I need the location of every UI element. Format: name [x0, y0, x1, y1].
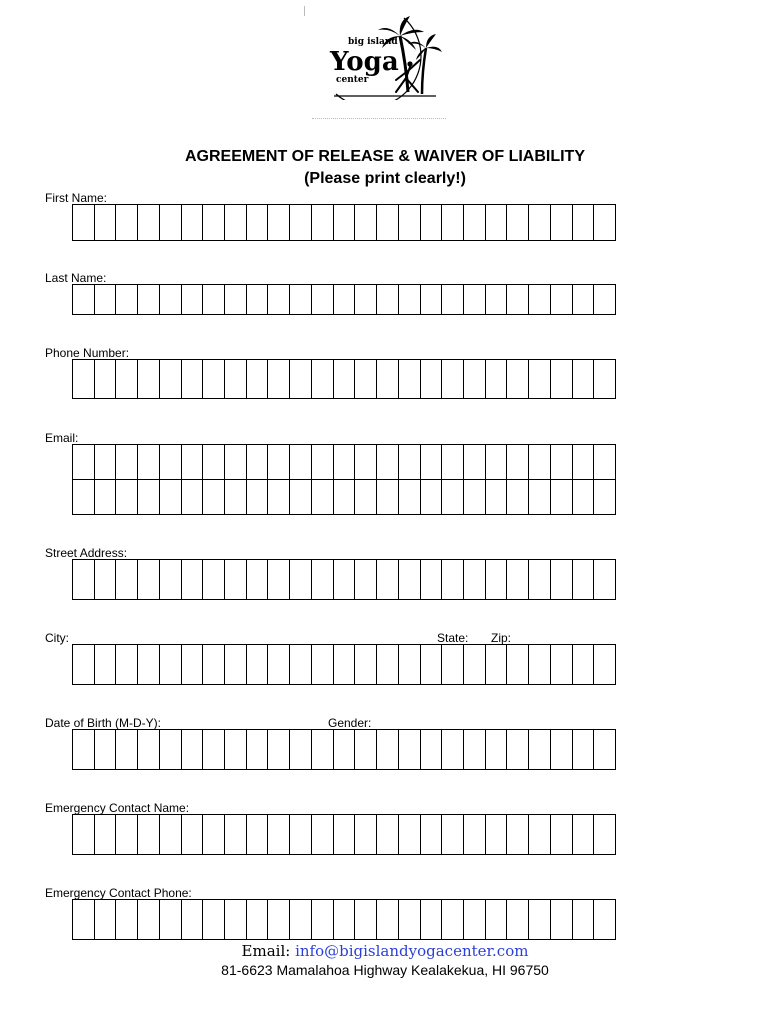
character-box[interactable] — [312, 360, 334, 399]
character-box[interactable] — [95, 560, 117, 600]
character-box[interactable] — [73, 360, 95, 399]
character-box[interactable] — [312, 445, 334, 480]
footer-email-label: Email: — [241, 942, 291, 960]
character-box[interactable] — [225, 205, 247, 241]
character-box[interactable] — [182, 205, 204, 241]
character-box[interactable] — [442, 360, 464, 399]
character-box[interactable] — [203, 900, 225, 940]
character-box[interactable] — [247, 360, 269, 399]
character-box[interactable] — [160, 360, 182, 399]
character-box[interactable] — [225, 480, 247, 515]
character-box[interactable] — [355, 285, 377, 315]
character-box[interactable] — [551, 445, 573, 480]
character-box[interactable] — [95, 645, 117, 685]
scan-mark — [304, 6, 305, 16]
character-box[interactable] — [182, 445, 204, 480]
character-box[interactable] — [377, 285, 399, 315]
character-box[interactable] — [268, 285, 290, 315]
emergency-contact-name-label: Emergency Contact Name: — [45, 801, 190, 815]
character-box[interactable] — [268, 205, 290, 241]
character-box[interactable] — [116, 285, 138, 315]
character-box[interactable] — [355, 730, 377, 770]
character-box[interactable] — [507, 480, 529, 515]
character-box[interactable] — [355, 900, 377, 940]
character-box[interactable] — [334, 445, 356, 480]
character-box[interactable] — [529, 445, 551, 480]
character-box[interactable] — [95, 285, 117, 315]
character-box[interactable] — [594, 445, 616, 480]
character-box[interactable] — [529, 560, 551, 600]
character-box[interactable] — [160, 480, 182, 515]
footer-email-line — [0, 942, 770, 960]
character-box[interactable] — [73, 730, 95, 770]
character-box[interactable] — [95, 480, 117, 515]
character-box[interactable] — [182, 480, 204, 515]
character-box[interactable] — [529, 900, 551, 940]
character-box[interactable] — [290, 205, 312, 241]
character-box[interactable] — [225, 730, 247, 770]
character-box[interactable] — [464, 730, 486, 770]
character-box[interactable] — [529, 205, 551, 241]
character-box[interactable] — [160, 645, 182, 685]
character-box[interactable] — [421, 815, 443, 855]
character-box[interactable] — [355, 560, 377, 600]
character-box[interactable] — [551, 560, 573, 600]
character-box[interactable] — [442, 730, 464, 770]
character-box[interactable] — [355, 445, 377, 480]
character-box[interactable] — [225, 445, 247, 480]
character-box[interactable] — [529, 285, 551, 315]
character-box[interactable] — [442, 900, 464, 940]
character-box[interactable] — [160, 900, 182, 940]
character-box[interactable] — [268, 480, 290, 515]
character-box[interactable] — [247, 815, 269, 855]
character-box[interactable] — [442, 815, 464, 855]
character-box[interactable] — [594, 560, 616, 600]
character-box[interactable] — [138, 560, 160, 600]
character-box[interactable] — [73, 645, 95, 685]
character-box[interactable] — [507, 285, 529, 315]
character-box[interactable] — [334, 480, 356, 515]
character-box[interactable] — [182, 560, 204, 600]
character-box[interactable] — [421, 445, 443, 480]
character-box[interactable] — [464, 285, 486, 315]
character-box[interactable] — [290, 480, 312, 515]
character-box[interactable] — [225, 900, 247, 940]
character-box[interactable] — [551, 480, 573, 515]
footer-email-link[interactable]: info@bigislandyogacenter.com — [295, 942, 529, 960]
character-box[interactable] — [312, 560, 334, 600]
character-box[interactable] — [203, 360, 225, 399]
street-address-boxes[interactable] — [72, 559, 616, 600]
character-box[interactable] — [290, 560, 312, 600]
character-box[interactable] — [138, 900, 160, 940]
logo-text-yoga: Yoga — [330, 47, 399, 77]
character-box[interactable] — [225, 645, 247, 685]
character-box[interactable] — [464, 480, 486, 515]
footer-address: 81-6623 Mamalahoa Highway Kealakekua, HI 96750 — [221, 962, 549, 978]
character-box[interactable] — [529, 480, 551, 515]
character-box[interactable] — [138, 730, 160, 770]
character-box[interactable] — [486, 900, 508, 940]
character-box[interactable] — [551, 205, 573, 241]
character-box[interactable] — [73, 285, 95, 315]
character-box[interactable] — [421, 900, 443, 940]
character-box[interactable] — [312, 645, 334, 685]
character-box[interactable] — [486, 560, 508, 600]
character-box[interactable] — [290, 445, 312, 480]
character-box[interactable] — [399, 815, 421, 855]
character-box[interactable] — [594, 360, 616, 399]
character-box[interactable] — [73, 480, 95, 515]
character-box[interactable] — [399, 480, 421, 515]
character-box[interactable] — [442, 445, 464, 480]
character-box[interactable] — [334, 360, 356, 399]
emergency-contact-name-boxes[interactable] — [72, 814, 616, 855]
character-box[interactable] — [399, 730, 421, 770]
character-box[interactable] — [399, 285, 421, 315]
character-box[interactable] — [377, 445, 399, 480]
character-box[interactable] — [486, 645, 508, 685]
character-box[interactable] — [377, 900, 399, 940]
character-box[interactable] — [399, 360, 421, 399]
character-box[interactable] — [507, 445, 529, 480]
zip-label: Zip: — [491, 631, 512, 645]
character-box[interactable] — [421, 285, 443, 315]
character-box[interactable] — [594, 730, 616, 770]
character-box[interactable] — [507, 360, 529, 399]
character-box[interactable] — [268, 815, 290, 855]
character-box[interactable] — [290, 285, 312, 315]
character-box[interactable] — [268, 730, 290, 770]
character-box[interactable] — [355, 480, 377, 515]
emergency-contact-phone-boxes[interactable] — [72, 899, 616, 940]
dob-label: Date of Birth (M-D-Y): — [45, 716, 162, 730]
character-box[interactable] — [594, 285, 616, 315]
character-box[interactable] — [312, 900, 334, 940]
character-box[interactable] — [334, 900, 356, 940]
character-box[interactable] — [73, 445, 95, 480]
character-box[interactable] — [116, 480, 138, 515]
character-box[interactable] — [399, 645, 421, 685]
character-box[interactable] — [182, 730, 204, 770]
character-box[interactable] — [247, 480, 269, 515]
character-box[interactable] — [73, 205, 95, 241]
character-box[interactable] — [573, 285, 595, 315]
character-box[interactable] — [268, 360, 290, 399]
character-box[interactable] — [116, 900, 138, 940]
dob-gender-boxes[interactable] — [72, 729, 616, 770]
character-box[interactable] — [486, 480, 508, 515]
character-box[interactable] — [290, 645, 312, 685]
character-box[interactable] — [551, 645, 573, 685]
character-box[interactable] — [312, 730, 334, 770]
character-box[interactable] — [551, 815, 573, 855]
character-box[interactable] — [399, 900, 421, 940]
street-address-label: Street Address: — [45, 546, 128, 560]
character-box[interactable] — [73, 900, 95, 940]
character-box[interactable] — [203, 480, 225, 515]
character-box[interactable] — [203, 285, 225, 315]
character-box[interactable] — [160, 815, 182, 855]
character-box[interactable] — [95, 360, 117, 399]
dotted-divider — [312, 118, 446, 119]
character-box[interactable] — [116, 560, 138, 600]
character-box[interactable] — [268, 445, 290, 480]
character-box[interactable] — [182, 815, 204, 855]
character-box[interactable] — [247, 730, 269, 770]
character-box[interactable] — [507, 560, 529, 600]
character-box[interactable] — [290, 815, 312, 855]
first-name-label: First Name: — [45, 191, 108, 205]
character-box[interactable] — [594, 900, 616, 940]
phone-number-boxes[interactable] — [72, 359, 616, 399]
character-box[interactable] — [225, 285, 247, 315]
character-box[interactable] — [160, 445, 182, 480]
character-box[interactable] — [247, 205, 269, 241]
character-box[interactable] — [203, 560, 225, 600]
first-name-boxes[interactable] — [72, 204, 616, 241]
state-label: State: — [437, 631, 469, 645]
character-box[interactable] — [486, 815, 508, 855]
character-box[interactable] — [377, 815, 399, 855]
character-box[interactable] — [507, 730, 529, 770]
character-box[interactable] — [355, 360, 377, 399]
character-box[interactable] — [116, 645, 138, 685]
character-box[interactable] — [334, 645, 356, 685]
city-label: City: — [45, 631, 69, 645]
character-box[interactable] — [529, 645, 551, 685]
character-box[interactable] — [529, 815, 551, 855]
character-box[interactable] — [95, 445, 117, 480]
character-box[interactable] — [551, 360, 573, 399]
character-box[interactable] — [160, 730, 182, 770]
city-state-zip-boxes[interactable] — [72, 644, 616, 685]
character-box[interactable] — [355, 205, 377, 241]
character-box[interactable] — [464, 445, 486, 480]
character-box[interactable] — [421, 205, 443, 241]
character-box[interactable] — [138, 480, 160, 515]
character-box[interactable] — [138, 360, 160, 399]
character-box[interactable] — [442, 205, 464, 241]
character-box[interactable] — [116, 815, 138, 855]
character-box[interactable] — [160, 560, 182, 600]
character-box[interactable] — [268, 645, 290, 685]
form-title: AGREEMENT OF RELEASE & WAIVER OF LIABILITY — [184, 148, 585, 165]
character-box[interactable] — [247, 645, 269, 685]
emergency-contact-phone-label: Emergency Contact Phone: — [45, 886, 192, 900]
character-box[interactable] — [442, 560, 464, 600]
character-box[interactable] — [95, 815, 117, 855]
character-box[interactable] — [573, 645, 595, 685]
character-box[interactable] — [573, 900, 595, 940]
character-box[interactable] — [290, 730, 312, 770]
character-box[interactable] — [290, 360, 312, 399]
character-box[interactable] — [551, 285, 573, 315]
character-box[interactable] — [334, 205, 356, 241]
character-box[interactable] — [182, 645, 204, 685]
character-box[interactable] — [507, 645, 529, 685]
character-box[interactable] — [247, 560, 269, 600]
big-island-yoga-center-logo — [326, 14, 442, 100]
character-box[interactable] — [486, 445, 508, 480]
character-box[interactable] — [312, 480, 334, 515]
character-box[interactable] — [203, 445, 225, 480]
character-box[interactable] — [116, 205, 138, 241]
character-box[interactable] — [464, 645, 486, 685]
character-box[interactable] — [507, 900, 529, 940]
character-box[interactable] — [203, 205, 225, 241]
logo-text-center: center — [336, 75, 369, 85]
character-box[interactable] — [225, 560, 247, 600]
email-boxes[interactable] — [72, 444, 616, 515]
character-box[interactable] — [442, 285, 464, 315]
character-box[interactable] — [486, 730, 508, 770]
character-box[interactable] — [116, 445, 138, 480]
character-box[interactable] — [182, 285, 204, 315]
character-box[interactable] — [268, 560, 290, 600]
character-box[interactable] — [421, 645, 443, 685]
character-box[interactable] — [95, 205, 117, 241]
character-box[interactable] — [421, 480, 443, 515]
character-box[interactable] — [573, 730, 595, 770]
character-box[interactable] — [160, 285, 182, 315]
character-box[interactable] — [551, 900, 573, 940]
character-box[interactable] — [138, 815, 160, 855]
character-box[interactable] — [573, 205, 595, 241]
character-box[interactable] — [247, 285, 269, 315]
character-box[interactable] — [486, 205, 508, 241]
character-box[interactable] — [225, 815, 247, 855]
character-box[interactable] — [355, 815, 377, 855]
character-box[interactable] — [399, 560, 421, 600]
character-box[interactable] — [464, 360, 486, 399]
character-box[interactable] — [529, 360, 551, 399]
character-box[interactable] — [421, 360, 443, 399]
character-box[interactable] — [225, 360, 247, 399]
character-box[interactable] — [464, 560, 486, 600]
character-box[interactable] — [95, 730, 117, 770]
character-box[interactable] — [247, 445, 269, 480]
character-box[interactable] — [399, 205, 421, 241]
character-box[interactable] — [594, 645, 616, 685]
character-box[interactable] — [421, 730, 443, 770]
logo-text-big-island: big island — [348, 37, 398, 47]
character-box[interactable] — [377, 645, 399, 685]
character-box[interactable] — [138, 445, 160, 480]
character-box[interactable] — [573, 360, 595, 399]
character-box[interactable] — [312, 815, 334, 855]
character-box[interactable] — [594, 205, 616, 241]
character-box[interactable] — [334, 560, 356, 600]
character-box[interactable] — [203, 645, 225, 685]
character-box[interactable] — [334, 815, 356, 855]
character-box[interactable] — [377, 480, 399, 515]
gender-label: Gender: — [328, 716, 372, 730]
character-box[interactable] — [594, 815, 616, 855]
phone-label: Phone Number: — [45, 346, 130, 360]
last-name-label: Last Name: — [45, 271, 107, 285]
character-box[interactable] — [95, 900, 117, 940]
character-box[interactable] — [290, 900, 312, 940]
character-box[interactable] — [464, 815, 486, 855]
character-box[interactable] — [312, 205, 334, 241]
character-box[interactable] — [73, 815, 95, 855]
character-box[interactable] — [116, 360, 138, 399]
character-box[interactable] — [464, 900, 486, 940]
form-subtitle: (Please print clearly!) — [304, 170, 466, 187]
character-box[interactable] — [138, 205, 160, 241]
email-label: Email: — [45, 431, 79, 445]
character-box[interactable] — [182, 900, 204, 940]
character-box[interactable] — [529, 730, 551, 770]
character-box[interactable] — [377, 205, 399, 241]
character-box[interactable] — [573, 480, 595, 515]
character-box[interactable] — [182, 360, 204, 399]
character-box[interactable] — [312, 285, 334, 315]
character-box[interactable] — [73, 560, 95, 600]
character-box[interactable] — [573, 445, 595, 480]
character-box[interactable] — [442, 480, 464, 515]
last-name-boxes[interactable] — [72, 284, 616, 315]
character-box[interactable] — [573, 815, 595, 855]
character-box[interactable] — [507, 815, 529, 855]
character-box[interactable] — [377, 560, 399, 600]
character-box[interactable] — [486, 285, 508, 315]
character-box[interactable] — [573, 560, 595, 600]
character-box[interactable] — [507, 205, 529, 241]
character-box[interactable] — [464, 205, 486, 241]
character-box[interactable] — [594, 480, 616, 515]
character-box[interactable] — [377, 730, 399, 770]
character-box[interactable] — [551, 730, 573, 770]
character-box[interactable] — [138, 645, 160, 685]
character-box[interactable] — [377, 360, 399, 399]
character-box[interactable] — [247, 900, 269, 940]
character-box[interactable] — [399, 445, 421, 480]
character-box[interactable] — [203, 730, 225, 770]
character-box[interactable] — [203, 815, 225, 855]
character-box[interactable] — [355, 645, 377, 685]
character-box[interactable] — [442, 645, 464, 685]
character-box[interactable] — [421, 560, 443, 600]
character-box[interactable] — [138, 285, 160, 315]
character-box[interactable] — [268, 900, 290, 940]
character-box[interactable] — [116, 730, 138, 770]
character-box[interactable] — [486, 360, 508, 399]
character-box[interactable] — [334, 285, 356, 315]
character-box[interactable] — [160, 205, 182, 241]
character-box[interactable] — [334, 730, 356, 770]
